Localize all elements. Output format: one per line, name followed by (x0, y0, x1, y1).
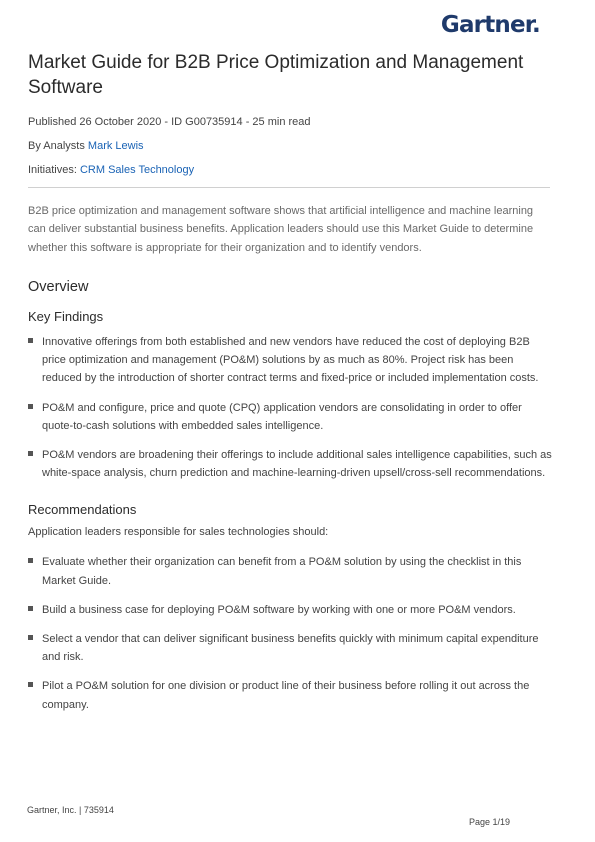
bullet-square-icon (28, 606, 33, 611)
list-item-text: Select a vendor that can deliver significant business benefits quickly with minimum capital expenditure and risk. (42, 632, 539, 664)
page-number: Page 1/19 (468, 817, 510, 827)
bullet-square-icon (28, 404, 33, 409)
analysts-prefix: By Analysts (28, 140, 88, 152)
bullet-square-icon (28, 635, 33, 640)
document-body (28, 50, 553, 714)
bullet-square-icon (28, 451, 33, 456)
summary-paragraph: B2B price optimization and management software shows that artificial intelligence and machine learning can deliver substantial business benefits. Application leaders should use this Market Guide to determine whether this software is appropriate for their organization and to identify vendors. (28, 205, 534, 254)
list-item (28, 677, 553, 713)
list-item-text: Innovative offerings from both established and new vendors have reduced the cost of deploying B2B price optimization and management (PO&M) solutions by as much as 80%. Project risk has been reduced by the introduction of shorter contract terms and fixed-price or included implementation costs. (42, 335, 539, 385)
bullet-square-icon (28, 682, 33, 687)
list-item (28, 553, 553, 589)
bullet-square-icon (28, 338, 33, 343)
initiative-link[interactable]: CRM Sales Technology (79, 164, 195, 176)
key-findings-heading: Key Findings (28, 308, 104, 324)
list-item-text: PO&M and configure, price and quote (CPQ) application vendors are consolidating in order to offer quote-to-cash solutions with embedded sales intelligence. (42, 401, 522, 432)
list-item (28, 601, 553, 619)
published-line: Published 26 October 2020 - ID G00735914 - 25 min read (28, 116, 311, 128)
document-title: Market Guide for B2B Price Optimization and Management Software (28, 52, 524, 98)
list-item (28, 333, 553, 388)
list-item (28, 446, 553, 482)
list-item-text: PO&M vendors are broadening their offerings to include additional sales intelligence capabilities, such as white-space analysis, churn prediction and machine-learning-driven upsell/cross-sell recommendations. (42, 448, 552, 480)
list-item-text: Pilot a PO&M solution for one division or product line of their business before rolling it out across the company. (42, 680, 530, 711)
footer-company: Gartner, Inc. | 735914 (27, 805, 114, 815)
list-item-text: Build a business case for deploying PO&M software by working with one or more PO&M vendors. (42, 603, 516, 616)
list-item-text: Evaluate whether their organization can benefit from a PO&M solution by using the checklist in this Market Guide. (42, 556, 522, 587)
recommendations-heading: Recommendations (28, 502, 137, 518)
analyst-link[interactable]: Mark Lewis (87, 140, 144, 152)
header-divider (28, 187, 550, 188)
overview-heading: Overview (28, 278, 89, 295)
gartner-logo: Gartner. (440, 12, 540, 38)
list-item (28, 630, 553, 666)
bullet-square-icon (28, 558, 33, 563)
initiatives-prefix: Initiatives: (28, 164, 80, 176)
list-item (28, 399, 553, 435)
recommendations-intro: Application leaders responsible for sales technologies should: (28, 526, 329, 539)
recommendations-list (28, 553, 553, 713)
key-findings-list (28, 333, 553, 482)
initiatives-line (28, 163, 553, 177)
analysts-line (28, 139, 553, 153)
